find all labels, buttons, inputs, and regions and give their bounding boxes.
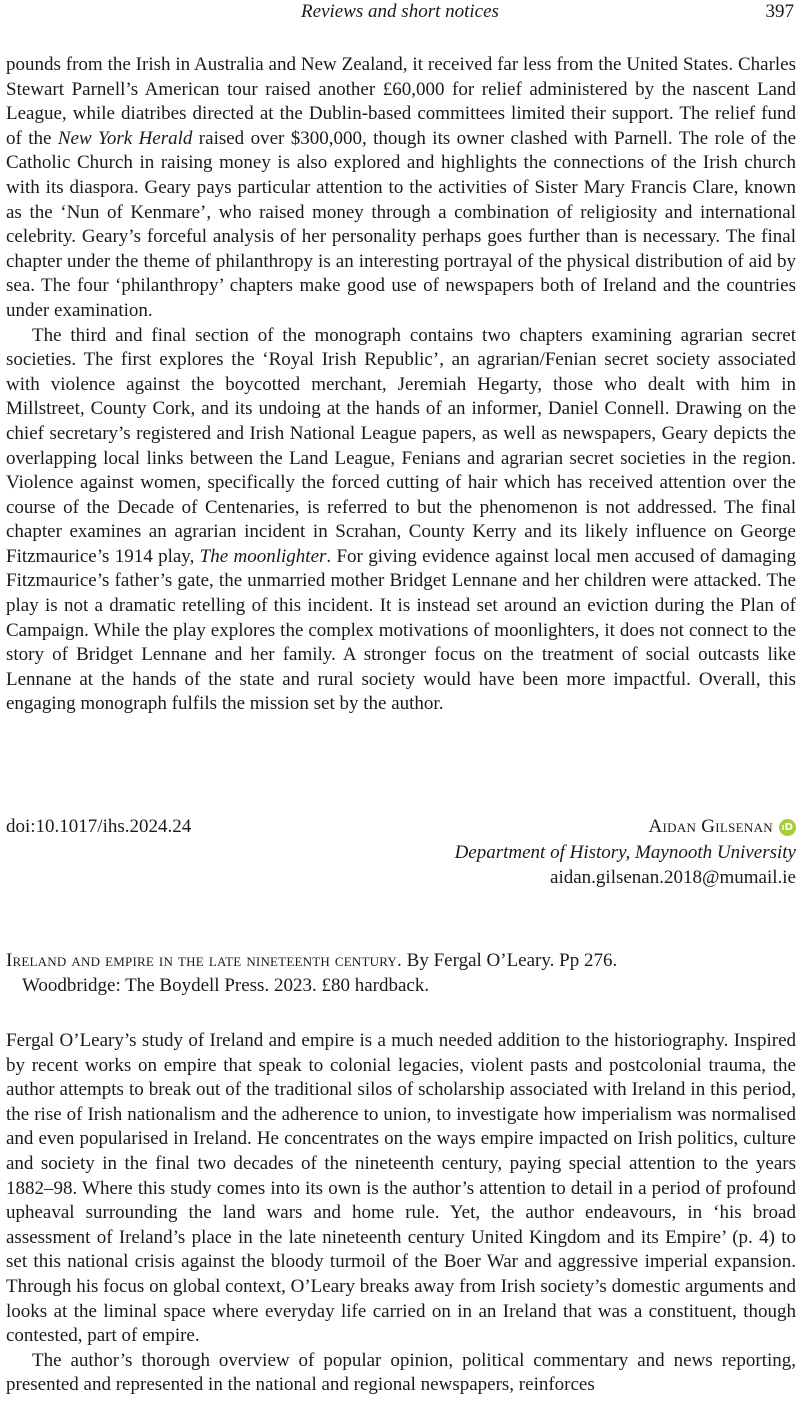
orcid-icon[interactable]: iD [779,819,796,836]
text-run: . For giving evidence against local men accused of damaging Fitzmaurice’s father’s gate, the unmarried mother Bridget Lennane and her children were attacked. The play is not a dramatic retelling of this incident. It is instead set around an eviction during the Plan of Campaign. While the play explores the complex motivations of moonlighters, it does not connect to the story of Bridget Lennane and her family. A stronger focus on the treatment of social outcasts like Lennane at the hands of the state and rural society would have been more impactful. Overall, this engaging monograph fulfils the mission set by the author. [6,545,797,715]
book-title: Ireland and empire in the late nineteenth century. [6,950,402,971]
second-review-body [6,1029,796,1398]
running-head [0,0,800,24]
newspaper-title: New York Herald [57,127,193,149]
running-head-title: Reviews and short notices [301,1,499,22]
doi-link[interactable]: doi:10.1017/ihs.2024.24 [6,816,192,837]
first-review-paragraph-2 [6,324,796,718]
reviewer-name-text: Aidan Gilsenan [648,816,773,837]
text-run: pounds from the Irish in Australia and New Zealand, it received far less from the United States. Charles Stewart Parnell’s American tour raised another £60,000 for relief administered by the nascent Land League, while diatribes directed at the Dublin-based committees limited their support. The relief fund of the [6,54,796,149]
first-review-paragraph-1 [6,53,796,324]
play-title: The moonlighter [199,545,327,567]
book-citation-line-2: Woodbridge: The Boydell Press. 2023. £80 hardback. [22,974,430,996]
second-review-paragraph-1: Fergal O’Leary’s study of Ireland and empire is a much needed addition to the historiography. Inspired by recent works on empire that speak to colonial legacies, violent pasts and postcolonial trauma, the author attempts to break out of the traditional silos of scholarship associated with Ireland in this period, the rise of Irish nationalism and the adherence to union, to investigate how imperialism was normalised and even popularised in Ireland. He concentrates on the ways empire impacted on Irish politics, culture and society in the final two decades of the nineteenth century, paying special attention to the years 1882–98. Where this study comes into its own is the author’s attention to detail in a period of profound upheaval surrounding the land wars and home rule. Yet, the author endeavours, in ‘his broad assessment of Ireland’s place in the late nineteenth century United Kingdom and its Empire’ (p. 4) to set this national crisis against the bloody turmoil of the Boer War and aggressive imperial expansion. Through his focus on global context, O’Leary breaks away from Irish society’s domestic arguments and looks at the liminal space where everyday life carried on in an Ireland that was a constituent, though contested, part of empire. [6,1030,796,1347]
reviewer-name [649,815,797,840]
book-author-pages: By Fergal O’Leary. Pp 276. [401,950,618,971]
book-citation-line-1 [6,949,796,974]
second-review-paragraph-2: The author’s thorough overview of popular opinion, political commentary and news reporting, presented and represented in the national and regional newspapers, reinforces [6,1349,796,1396]
reviewer-email[interactable]: aidan.gilsenan.2018@mumail.ie [550,867,796,888]
second-review-heading [6,949,796,998]
text-run: raised over $300,000, though its owner clashed with Parnell. The role of the Catholic Church in raising money is also explored and highlights the connections of the Irish church with its diaspora. Geary pays particular attention to the activities of Sister Mary Francis Clare, known as the ‘Nun of Kenmare’, who raised money through a combination of religiosity and international celebrity. Geary’s forceful analysis of her personality perhaps goes further than is necessary. The final chapter under the theme of philanthropy is an interesting portrayal of the physical distribution of aid by sea. The four ‘philanthropy’ chapters make good use of newspapers both of Ireland and the countries under examination. [6,127,796,321]
text-run: The third and final section of the monograph contains two chapters examining agrarian secret societies. The first explores the ‘Royal Irish Republic’, an agrarian/Fenian secret society associated with violence against the boycotted merchant, Jeremiah Hegarty, those who dealt with him in Millstreet, County Cork, and its undoing at the hands of an informer, Daniel Connell. Drawing on the chief secretary’s registered and Irish National League papers, as well as newspapers, Geary depicts the overlapping local links between the Land League, Fenians and agrarian secret societies in the region. Violence against women, specifically the forced cutting of hair which has received attention over the course of the Decade of Centenaries, is referred to but the phenomenon is not addressed. The final chapter examines an agrarian incident in Scrahan, County Kerry and its likely influence on George Fitzmaurice’s 1914 play, [6,324,796,567]
review-signature [6,815,796,895]
page-number: 397 [765,1,794,22]
reviewer-affiliation: Department of History, Maynooth University [454,842,796,863]
first-review-body [6,53,796,717]
